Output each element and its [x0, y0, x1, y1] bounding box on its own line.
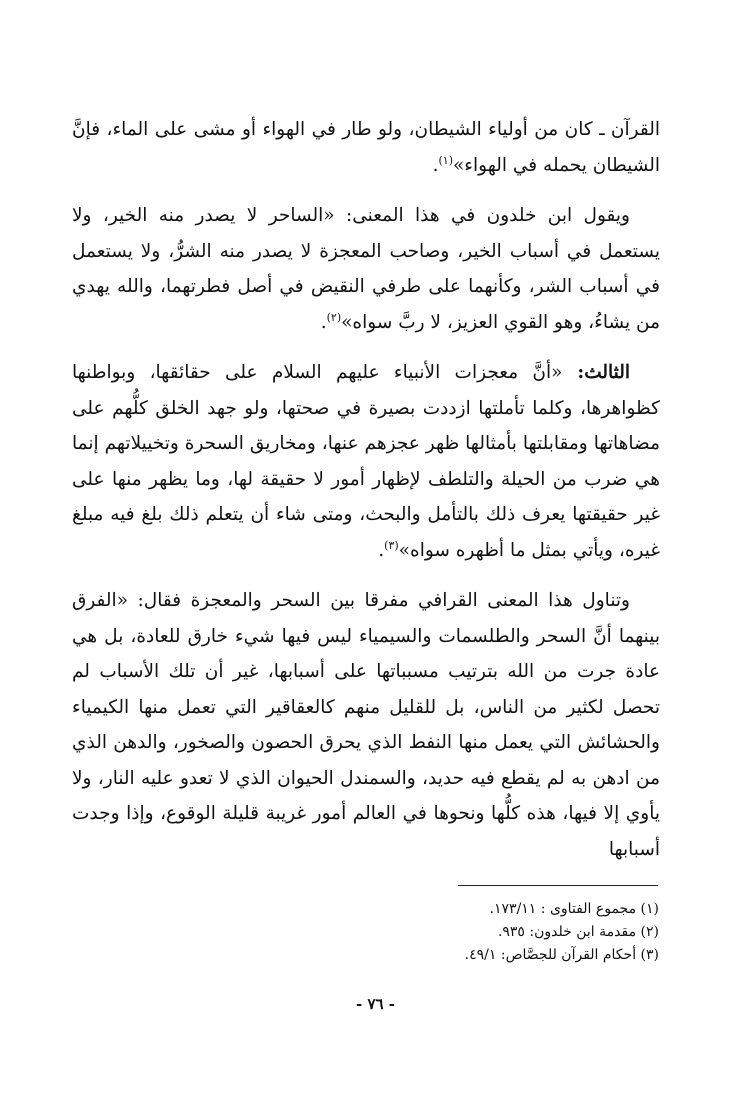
paragraph-3 — [72, 355, 660, 568]
paragraph-3-lead: الثالث: — [562, 362, 630, 383]
footnote-ref-2: (٢) — [326, 310, 342, 324]
paragraph-1-tail: . — [432, 154, 439, 176]
paragraph-3-text: «أنَّ معجزات الأنبياء عليهم السلام على حقائقها، وبواطنها كظواهرها، وكلما تأملتها ازددت بصيرة في صحتها، ولو جهد الخلق كلُّهم على مضاهاتها ومقابلتها بأمثالها ظهر عجزهم عنها، ومخاريق السحرة وتخييلاتهم إنما هي ضرب من الحيلة والتلطف لإظهار أمور لا حقيقة لها، وما يظهر منها على غير حقيقتها يعرف ذلك بالتأمل والبحث، ومتى شاء أن يتعلم ذلك بلغ فيه مبلغ غيره، ويأتي بمثل ما أظهره سواه» — [72, 362, 660, 561]
paragraph-2 — [72, 198, 660, 340]
paragraph-3-tail: . — [378, 539, 385, 561]
footnotes — [259, 898, 659, 967]
paragraph-2-text: ويقول ابن خلدون في هذا المعنى: «الساحر لا يصدر منه الخير، ولا يستعمل في أسباب الخير، وصاحب المعجزة لا يصدر منه الشرُّ، ولا يستعمل في أسباب الشر، وكأنهما على طرفي النقيض في أصل فطرتهما، والله يهدي من يشاءُ، وهو القوي العزيز، لا ربَّ سواه» — [72, 205, 660, 333]
footnote-1: (١) مجموع الفتاوى : ١٧٣/١١. — [489, 901, 659, 917]
footnote-divider — [458, 885, 658, 886]
page-number: - ٧٦ - — [355, 995, 396, 1013]
page-body — [72, 112, 660, 867]
paragraph-1 — [72, 112, 660, 183]
footnote-2: (٢) مقدمة ابن خلدون: ٩٣٥. — [497, 924, 659, 940]
footnote-ref-1: (١) — [438, 153, 453, 167]
footnote-3: (٣) أحكام القرآن للجصَّاص: ٤٩/١. — [464, 947, 659, 963]
paragraph-4 — [72, 583, 660, 867]
footnote-ref-3: (٣) — [384, 538, 399, 552]
paragraph-2-tail: . — [320, 311, 327, 333]
paragraph-1-text: القرآن ـ كان من أولياء الشيطان، ولو طار في الهواء أو مشى على الماء، فإنَّ الشيطان يحمله في الهواء» — [72, 119, 660, 176]
paragraph-4-text: وتناول هذا المعنى القرافي مفرقا بين السحر والمعجزة فقال: «الفرق بينهما أنَّ السحر والطلسمات والسيمياء ليس فيها شيء خارق للعادة، بل هي عادة جرت من الله بترتيب مسبباتها على أسبابها، غير أن تلك الأسباب لم تحصل لكثير من الناس، بل للقليل منهم كالعقاقير التي تعمل منها الكيمياء والحشائش التي يعمل منها النفط الذي يحرق الحصون والصخور، والدهن الذي من ادهن به لم يقطع فيه حديد، والسمندل الحيوان الذي لا تعدو عليه النار، ولا يأوي إلا فيها، هذه كلُّها ونحوها في العالم أمور غريبة قليلة الوقوع، وإذا وجدت أسبابها — [72, 590, 660, 860]
